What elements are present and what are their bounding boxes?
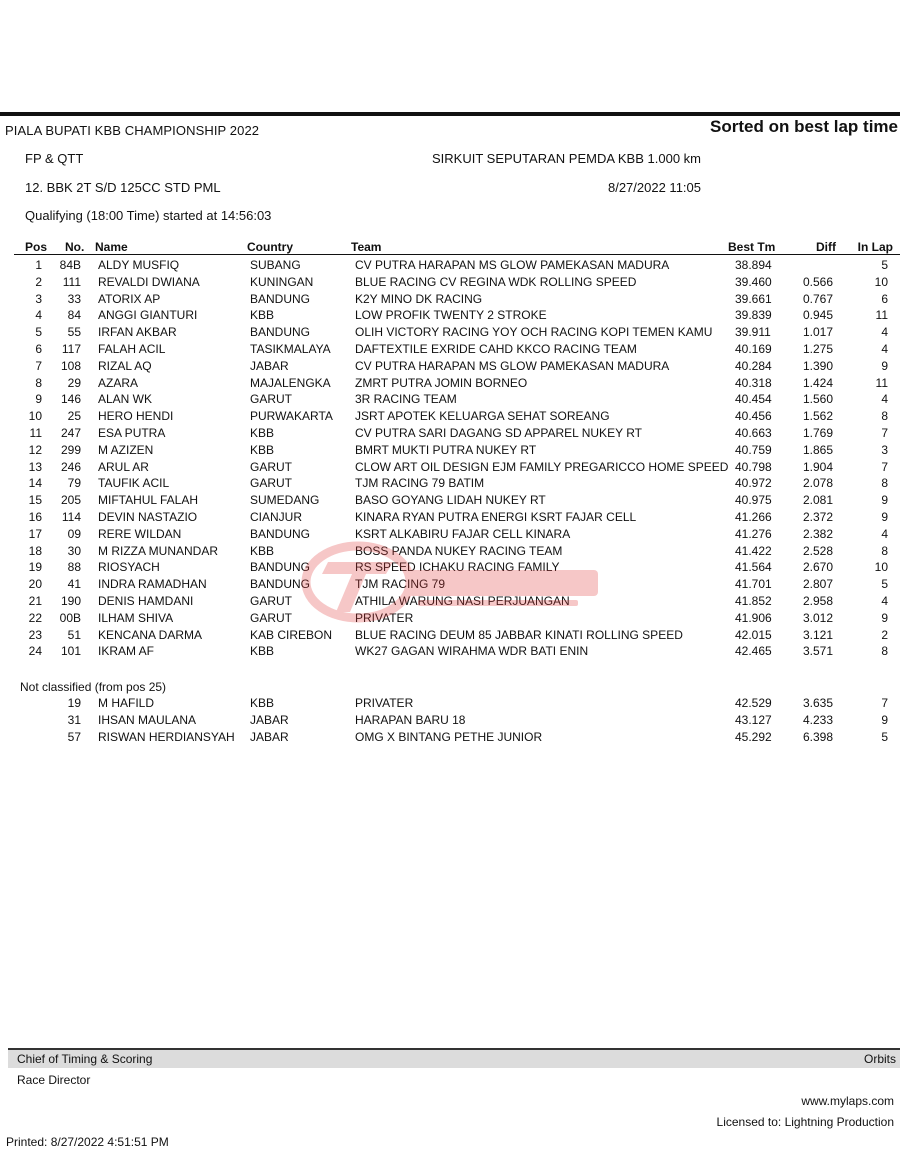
col-no: No. xyxy=(65,240,85,254)
cell-best: 39.460 xyxy=(735,274,772,289)
cell-pos: 7 xyxy=(35,358,42,373)
cell-lap: 4 xyxy=(881,526,888,541)
cell-diff: 2.807 xyxy=(803,577,834,592)
cell-country: GARUT xyxy=(250,392,292,407)
table-row xyxy=(0,611,900,628)
cell-name: RIZAL AQ xyxy=(98,358,152,373)
table-row xyxy=(0,476,900,493)
table-row xyxy=(0,628,900,645)
cell-best: 40.284 xyxy=(735,358,772,373)
cell-name: HERO HENDI xyxy=(98,409,174,424)
table-row xyxy=(0,493,900,510)
cell-best: 40.975 xyxy=(735,493,772,508)
cell-pos: 11 xyxy=(29,426,42,440)
cell-best: 42.465 xyxy=(735,644,772,659)
cell-diff: 0.566 xyxy=(803,274,834,289)
col-lap: In Lap xyxy=(857,240,893,254)
cell-diff: 3.121 xyxy=(803,627,834,642)
cell-no: 51 xyxy=(67,627,81,642)
cell-team: BOSS PANDA NUKEY RACING TEAM xyxy=(355,543,563,558)
chief-of-timing: Chief of Timing & Scoring xyxy=(17,1052,153,1066)
cell-name: DEVIN NASTAZIO xyxy=(98,510,198,524)
cell-team: CV PUTRA SARI DAGANG SD APPAREL NUKEY RT xyxy=(355,426,642,440)
cell-lap: 5 xyxy=(881,729,888,744)
cell-no: 299 xyxy=(60,442,81,457)
header-underline xyxy=(14,254,900,255)
cell-country: BANDUNG xyxy=(250,577,311,592)
cell-pos: 10 xyxy=(28,409,42,424)
col-pos: Pos xyxy=(25,240,48,254)
table-row xyxy=(0,730,900,747)
cell-name: RIOSYACH xyxy=(98,560,160,575)
table-row xyxy=(0,409,900,426)
cell-diff: 1.904 xyxy=(803,459,834,474)
cell-country: BANDUNG xyxy=(250,560,311,575)
table-row xyxy=(0,510,900,527)
cell-lap: 8 xyxy=(881,543,888,558)
cell-lap: 8 xyxy=(881,476,888,491)
cell-lap: 7 xyxy=(881,426,888,440)
cell-name: MIFTAHUL FALAH xyxy=(98,493,199,508)
table-row xyxy=(0,258,900,275)
cell-no: 00B xyxy=(59,610,81,625)
cell-pos: 4 xyxy=(35,308,42,323)
cell-country: SUBANG xyxy=(250,258,301,272)
table-row xyxy=(0,527,900,544)
license-text: Licensed to: Lightning Production xyxy=(716,1115,894,1129)
cell-best: 42.529 xyxy=(735,696,772,710)
cell-no: 247 xyxy=(60,426,81,440)
cell-team: PRIVATER xyxy=(355,610,414,625)
cell-best: 40.169 xyxy=(735,342,772,356)
table-row xyxy=(0,342,900,359)
cell-country: KBB xyxy=(250,696,275,710)
cell-diff: 3.635 xyxy=(803,696,834,710)
session-type: FP & QTT xyxy=(25,151,84,166)
cell-name: DENIS HAMDANI xyxy=(98,594,194,608)
cell-pos: 20 xyxy=(28,577,42,592)
cell-name: ALDY MUSFIQ xyxy=(98,258,180,272)
cell-best: 40.663 xyxy=(735,426,772,440)
cell-best: 41.701 xyxy=(735,577,772,592)
col-diff: Diff xyxy=(816,240,836,254)
cell-name: M RIZZA MUNANDAR xyxy=(98,543,218,558)
cell-country: BANDUNG xyxy=(250,325,311,340)
cell-pos: 18 xyxy=(28,543,42,558)
cell-name: ATORIX AP xyxy=(98,291,161,306)
cell-pos: 14 xyxy=(28,476,42,491)
cell-pos: 6 xyxy=(35,342,42,356)
cell-name: ESA PUTRA xyxy=(98,426,166,440)
cell-team: CLOW ART OIL DESIGN EJM FAMILY PREGARICCO HOME SPEED xyxy=(355,459,729,474)
cell-country: GARUT xyxy=(250,459,292,474)
cell-no: 19 xyxy=(67,696,81,710)
cell-pos: 22 xyxy=(28,610,42,625)
cell-country: SUMEDANG xyxy=(250,493,320,508)
cell-team: CV PUTRA HARAPAN MS GLOW PAMEKASAN MADURA xyxy=(355,358,670,373)
cell-pos: 2 xyxy=(35,274,42,289)
website-link[interactable]: www.mylaps.com xyxy=(801,1094,894,1108)
cell-best: 40.972 xyxy=(735,476,772,491)
cell-best: 40.798 xyxy=(735,459,772,474)
not-classified-label: Not classified (from pos 25) xyxy=(20,680,167,694)
championship-title: PIALA BUPATI KBB CHAMPIONSHIP 2022 xyxy=(5,123,260,138)
cell-best: 40.759 xyxy=(735,442,772,457)
col-country: Country xyxy=(247,240,293,254)
cell-no: 114 xyxy=(61,510,81,524)
cell-name: FALAH ACIL xyxy=(98,342,166,356)
cell-pos: 1 xyxy=(35,258,42,272)
cell-country: BANDUNG xyxy=(250,291,311,306)
cell-diff: 1.865 xyxy=(803,442,834,457)
cell-pos: 5 xyxy=(35,325,42,340)
cell-team: CV PUTRA HARAPAN MS GLOW PAMEKASAN MADURA xyxy=(355,258,670,272)
col-best: Best Tm xyxy=(728,240,776,254)
cell-country: KUNINGAN xyxy=(250,274,314,289)
cell-team: BLUE RACING CV REGINA WDK ROLLING SPEED xyxy=(355,274,637,289)
col-name: Name xyxy=(95,240,128,254)
cell-diff: 3.571 xyxy=(803,644,834,659)
cell-best: 39.911 xyxy=(735,325,771,340)
cell-best: 40.454 xyxy=(735,392,772,407)
cell-team: 3R RACING TEAM xyxy=(355,392,457,407)
cell-country: KBB xyxy=(250,442,275,457)
table-row xyxy=(0,560,900,577)
cell-lap: 9 xyxy=(881,610,888,625)
cell-country: TASIKMALAYA xyxy=(250,342,331,356)
cell-lap: 6 xyxy=(881,291,888,306)
cell-diff: 2.081 xyxy=(803,493,834,508)
cell-name: INDRA RAMADHAN xyxy=(98,577,207,592)
cell-pos: 12 xyxy=(28,442,42,457)
cell-pos: 9 xyxy=(35,392,42,407)
cell-country: JABAR xyxy=(250,729,289,744)
cell-diff: 2.372 xyxy=(803,510,834,524)
cell-country: KBB xyxy=(250,426,275,440)
cell-diff: 1.424 xyxy=(803,375,834,390)
cell-team: BLUE RACING DEUM 85 JABBAR KINATI ROLLING SPEED xyxy=(355,627,683,642)
cell-best: 39.661 xyxy=(735,291,772,306)
cell-no: 101 xyxy=(60,644,81,659)
cell-country: CIANJUR xyxy=(250,510,303,524)
cell-diff: 6.398 xyxy=(803,729,834,744)
cell-best: 39.839 xyxy=(735,308,772,323)
cell-diff: 1.560 xyxy=(803,392,834,407)
cell-name: M HAFILD xyxy=(98,696,155,710)
cell-best: 38.894 xyxy=(735,258,772,272)
table-row xyxy=(0,392,900,409)
sort-label: Sorted on best lap time xyxy=(710,117,898,136)
cell-diff: 2.958 xyxy=(803,594,834,608)
cell-pos: 23 xyxy=(28,627,42,642)
cell-pos: 3 xyxy=(35,291,42,306)
cell-diff: 2.382 xyxy=(803,526,834,541)
cell-pos: 13 xyxy=(28,459,42,474)
cell-diff: 1.769 xyxy=(803,426,834,440)
table-row xyxy=(0,376,900,393)
cell-country: KBB xyxy=(250,644,275,659)
cell-best: 42.015 xyxy=(735,627,772,642)
cell-diff: 2.528 xyxy=(803,543,834,558)
cell-pos: 8 xyxy=(35,375,42,390)
cell-team: PRIVATER xyxy=(355,696,414,710)
cell-name: ANGGI GIANTURI xyxy=(98,308,198,323)
cell-lap: 10 xyxy=(874,274,888,289)
cell-diff: 0.767 xyxy=(803,291,834,306)
cell-no: 57 xyxy=(67,729,81,744)
cell-best: 43.127 xyxy=(735,712,772,727)
cell-lap: 8 xyxy=(881,644,888,659)
cell-name: ILHAM SHIVA xyxy=(98,610,174,625)
cell-country: MAJALENGKA xyxy=(250,375,331,390)
table-row xyxy=(0,644,900,661)
cell-team: K2Y MINO DK RACING xyxy=(355,291,483,306)
cell-diff: 1.390 xyxy=(803,358,834,373)
cell-pos: 15 xyxy=(28,493,42,508)
cell-name: KENCANA DARMA xyxy=(98,627,203,642)
cell-team: OMG X BINTANG PETHE JUNIOR xyxy=(355,729,543,744)
cell-diff: 0.945 xyxy=(803,308,834,323)
cell-no: 190 xyxy=(60,594,81,608)
table-row xyxy=(0,275,900,292)
cell-country: GARUT xyxy=(250,476,292,491)
cell-team: JSRT APOTEK KELUARGA SEHAT SOREANG xyxy=(355,409,610,424)
cell-country: GARUT xyxy=(250,610,292,625)
cell-no: 88 xyxy=(67,560,81,575)
table-row xyxy=(0,308,900,325)
cell-lap: 4 xyxy=(881,325,888,340)
cell-lap: 8 xyxy=(881,409,888,424)
cell-pos: 19 xyxy=(28,560,42,575)
cell-team: KSRT ALKABIRU FAJAR CELL KINARA xyxy=(355,526,571,541)
cell-no: 30 xyxy=(67,543,81,558)
cell-lap: 11 xyxy=(875,308,888,323)
date-time: 8/27/2022 11:05 xyxy=(607,180,701,195)
cell-best: 41.266 xyxy=(735,510,772,524)
cell-country: KAB CIREBON xyxy=(250,627,333,642)
table-row xyxy=(0,594,900,611)
orbits-label: Orbits xyxy=(863,1052,896,1066)
cell-no: 09 xyxy=(67,526,81,541)
cell-no: 31 xyxy=(67,712,81,727)
cell-lap: 4 xyxy=(881,392,888,407)
cell-no: 117 xyxy=(61,342,81,356)
cell-team: DAFTEXTILE EXRIDE CAHD KKCO RACING TEAM xyxy=(355,342,637,356)
cell-team: BASO GOYANG LIDAH NUKEY RT xyxy=(355,493,546,508)
circuit-name: SIRKUIT SEPUTARAN PEMDA KBB 1.000 km xyxy=(432,151,701,166)
cell-best: 40.318 xyxy=(735,375,772,390)
table-row xyxy=(0,325,900,342)
cell-team: BMRT MUKTI PUTRA NUKEY RT xyxy=(355,442,537,457)
table-row xyxy=(0,696,900,713)
cell-best: 41.276 xyxy=(735,526,772,541)
cell-country: KBB xyxy=(250,543,275,558)
cell-country: PURWAKARTA xyxy=(250,409,333,424)
cell-no: 205 xyxy=(60,493,81,508)
cell-lap: 4 xyxy=(881,594,888,608)
cell-lap: 7 xyxy=(881,696,888,710)
cell-lap: 9 xyxy=(881,712,888,727)
cell-country: BANDUNG xyxy=(250,526,311,541)
cell-no: 55 xyxy=(67,325,81,340)
cell-diff: 1.562 xyxy=(803,409,834,424)
table-row xyxy=(0,443,900,460)
cell-name: TAUFIK ACIL xyxy=(98,476,170,491)
table-row xyxy=(0,544,900,561)
cell-no: 25 xyxy=(67,409,81,424)
cell-team: HARAPAN BARU 18 xyxy=(355,712,466,727)
table-row xyxy=(0,460,900,477)
cell-name: IRFAN AKBAR xyxy=(98,325,177,340)
cell-no: 79 xyxy=(67,476,81,491)
cell-team: LOW PROFIK TWENTY 2 STROKE xyxy=(355,308,547,323)
header-rule xyxy=(0,112,900,116)
cell-lap: 7 xyxy=(881,459,888,474)
cell-no: 246 xyxy=(60,459,81,474)
cell-pos: 17 xyxy=(28,526,42,541)
table-row xyxy=(0,359,900,376)
cell-best: 41.852 xyxy=(735,594,772,608)
cell-lap: 3 xyxy=(881,442,888,457)
cell-lap: 9 xyxy=(881,510,888,524)
cell-lap: 2 xyxy=(881,627,888,642)
cell-team: ATHILA WARUNG NASI PERJUANGAN xyxy=(355,594,570,608)
cell-team: OLIH VICTORY RACING YOY OCH RACING KOPI TEMEN KAMU xyxy=(355,325,713,340)
cell-no: 84 xyxy=(67,308,81,323)
cell-diff: 2.670 xyxy=(803,560,834,575)
table-row xyxy=(0,292,900,309)
class-name: 12. BBK 2T S/D 125CC STD PML xyxy=(25,180,221,195)
cell-name: REVALDI DWIANA xyxy=(98,274,200,289)
table-row xyxy=(0,713,900,730)
cell-best: 45.292 xyxy=(735,729,772,744)
cell-country: JABAR xyxy=(250,712,289,727)
cell-team: KINARA RYAN PUTRA ENERGI KSRT FAJAR CELL xyxy=(355,510,637,524)
cell-team: WK27 GAGAN WIRAHMA WDR BATI ENIN xyxy=(355,644,589,659)
cell-name: ARUL AR xyxy=(98,459,149,474)
cell-lap: 9 xyxy=(881,493,888,508)
cell-name: RISWAN HERDIANSYAH xyxy=(98,729,235,744)
cell-lap: 4 xyxy=(881,342,888,356)
cell-team: TJM RACING 79 xyxy=(355,577,446,592)
printed-timestamp: Printed: 8/27/2022 4:51:51 PM xyxy=(6,1135,169,1149)
cell-name: RERE WILDAN xyxy=(98,526,182,541)
cell-pos: 16 xyxy=(28,510,42,524)
cell-lap: 11 xyxy=(875,375,888,390)
cell-lap: 9 xyxy=(881,358,888,373)
cell-no: 84B xyxy=(59,258,81,272)
cell-name: M AZIZEN xyxy=(98,442,154,457)
cell-best: 41.422 xyxy=(735,543,772,558)
cell-country: KBB xyxy=(250,308,275,323)
cell-no: 29 xyxy=(67,375,81,390)
cell-country: JABAR xyxy=(250,358,289,373)
cell-name: ALAN WK xyxy=(98,392,153,407)
cell-diff: 1.275 xyxy=(803,342,834,356)
cell-lap: 10 xyxy=(874,560,888,575)
cell-team: TJM RACING 79 BATIM xyxy=(355,476,485,491)
cell-no: 146 xyxy=(60,392,81,407)
table-row xyxy=(0,426,900,443)
cell-team: RS SPEED ICHAKU RACING FAMILY xyxy=(355,560,560,575)
cell-best: 40.456 xyxy=(735,409,772,424)
cell-pos: 24 xyxy=(28,644,42,659)
cell-no: 33 xyxy=(67,291,81,306)
cell-no: 111 xyxy=(62,274,81,289)
cell-team: ZMRT PUTRA JOMIN BORNEO xyxy=(355,375,528,390)
table-row xyxy=(0,577,900,594)
cell-name: AZARA xyxy=(98,375,139,390)
cell-no: 108 xyxy=(60,358,81,373)
cell-pos: 21 xyxy=(28,594,42,608)
cell-no: 41 xyxy=(67,577,81,592)
cell-diff: 3.012 xyxy=(803,610,834,625)
cell-name: IKRAM AF xyxy=(98,644,155,659)
cell-best: 41.906 xyxy=(735,610,772,625)
race-director: Race Director xyxy=(17,1073,91,1087)
cell-best: 41.564 xyxy=(735,560,772,575)
cell-diff: 4.233 xyxy=(803,712,834,727)
cell-name: IHSAN MAULANA xyxy=(98,712,197,727)
cell-diff: 2.078 xyxy=(803,476,834,491)
col-team: Team xyxy=(351,240,382,254)
cell-country: GARUT xyxy=(250,594,292,608)
cell-lap: 5 xyxy=(881,577,888,592)
cell-diff: 1.017 xyxy=(803,325,834,340)
cell-lap: 5 xyxy=(881,258,888,272)
session-info: Qualifying (18:00 Time) started at 14:56:03 xyxy=(25,208,272,223)
